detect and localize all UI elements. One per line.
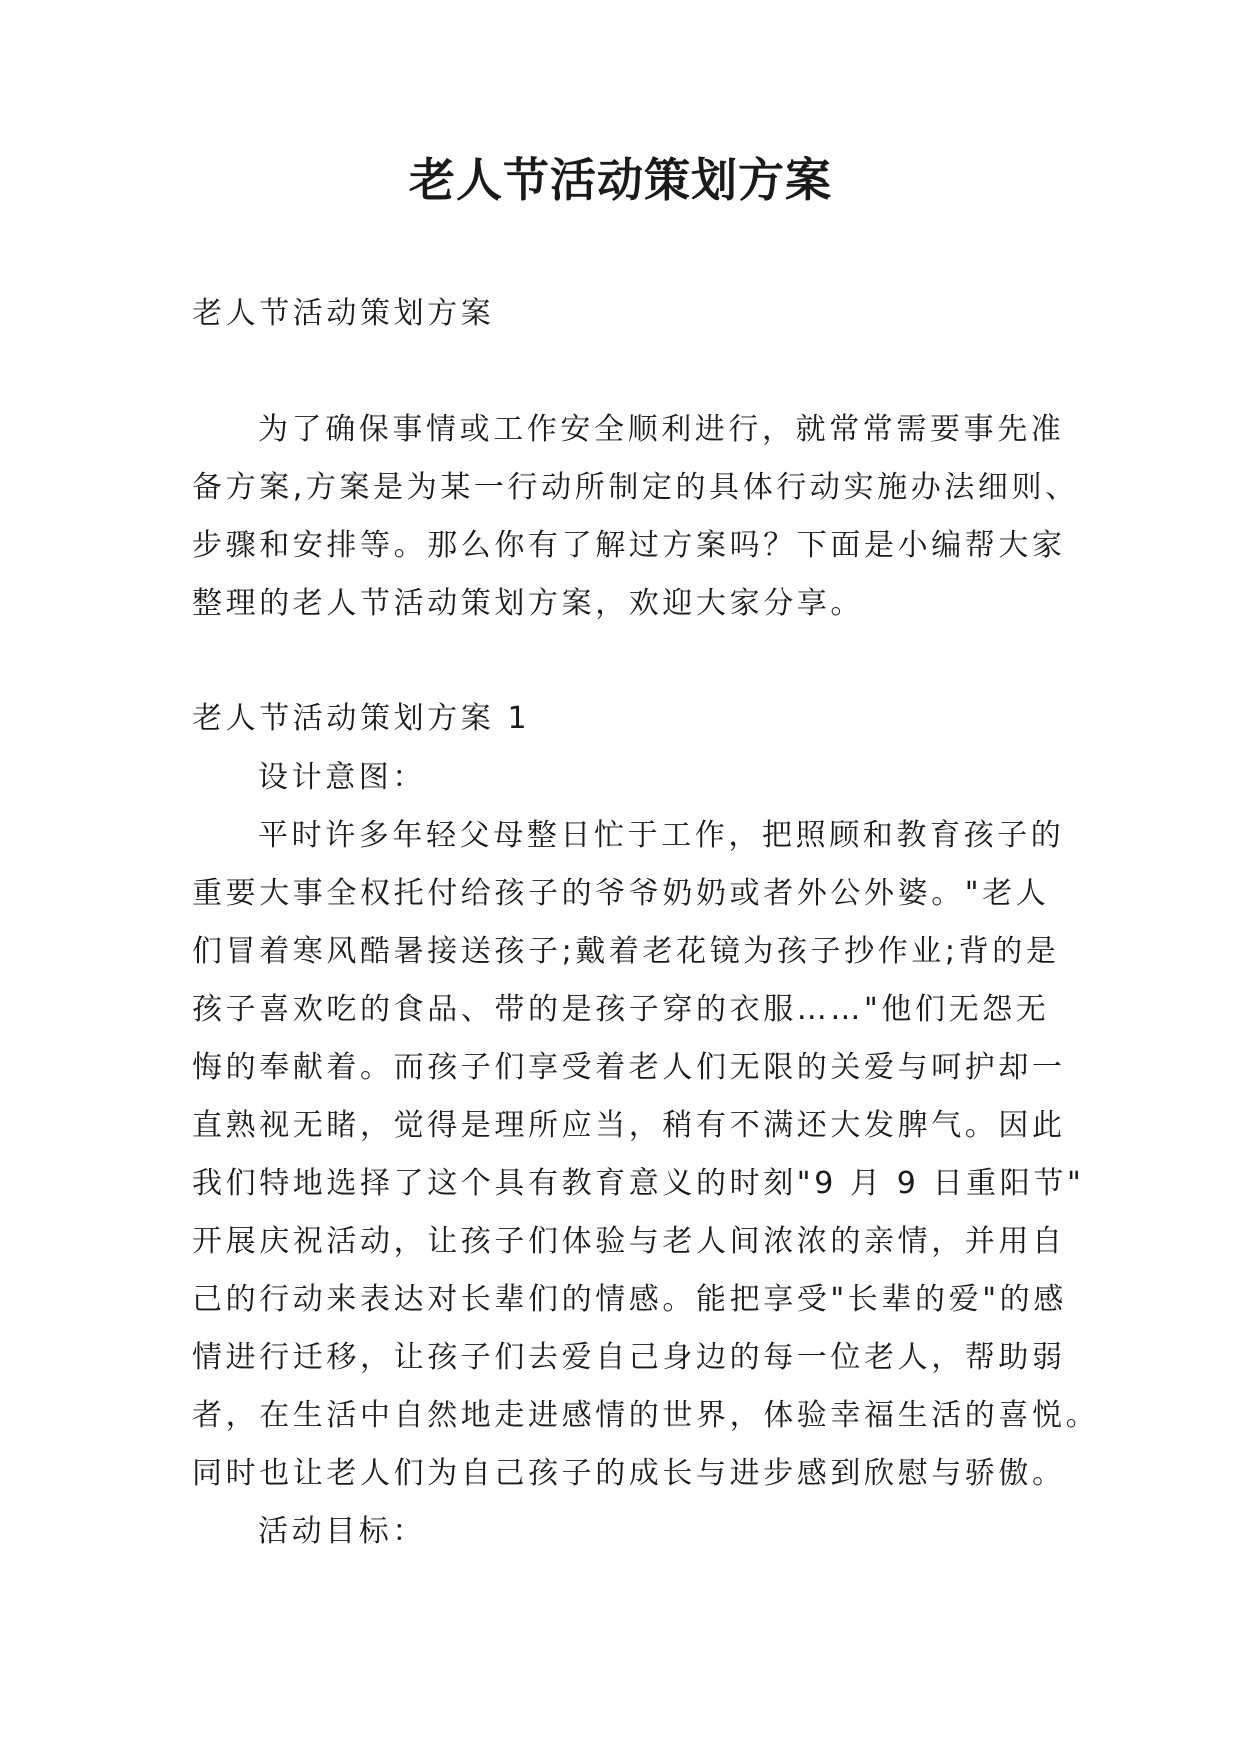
intro-line-3: 步骤和安排等。那么你有了解过方案吗？下面是小编帮大家 (192, 528, 1066, 563)
design-intent-line-4: 孩子喜欢吃的食品、带的是孩子穿的衣服……"他们无怨无 (192, 992, 1050, 1027)
design-intent-line-10: 情进行迁移，让孩子们去爱自己身边的每一位老人，帮助弱 (192, 1340, 1066, 1375)
design-intent-label: 设计意图： (258, 760, 426, 795)
intro-line-2: 备方案,方案是为某一行动所制定的具体行动实施办法细则、 (192, 470, 1079, 505)
intro-line-1: 为了确保事情或工作安全顺利进行，就常常需要事先准 (258, 412, 1065, 447)
design-intent-line-8: 开展庆祝活动，让孩子们体验与老人间浓浓的亲情，并用自 (192, 1224, 1066, 1259)
design-intent-line-1: 平时许多年轻父母整日忙于工作，把照顾和教育孩子的 (258, 818, 1065, 853)
section-heading: 老人节活动策划方案 1 (192, 701, 531, 736)
design-intent-line-12: 同时也让老人们为自己孩子的成长与进步感到欣慰与骄傲。 (192, 1456, 1066, 1491)
document-title: 老人节活动策划方案 (409, 153, 832, 207)
design-intent-line-2: 重要大事全权托付给孩子的爷爷奶奶或者外公外婆。"老人 (192, 876, 1050, 911)
activity-goal-label: 活动目标： (258, 1514, 426, 1549)
design-intent-line-3: 们冒着寒风酷暑接送孩子;戴着老花镜为孩子抄作业;背的是 (192, 934, 1060, 969)
design-intent-line-5: 悔的奉献着。而孩子们享受着老人们无限的关爱与呵护却一 (192, 1050, 1066, 1085)
design-intent-line-6: 直熟视无睹，觉得是理所应当，稍有不满还大发脾气。因此 (192, 1108, 1066, 1143)
design-intent-line-7: 我们特地选择了这个具有教育意义的时刻"9 月 9 日重阳节" (192, 1166, 1085, 1201)
intro-line-4: 整理的老人节活动策划方案，欢迎大家分享。 (192, 586, 864, 621)
design-intent-line-9: 己的行动来表达对长辈们的情感。能把享受"长辈的爱"的感 (192, 1282, 1067, 1317)
document-subtitle: 老人节活动策划方案 (192, 296, 495, 331)
design-intent-line-11: 者，在生活中自然地走进感情的世界，体验幸福生活的喜悦。 (192, 1398, 1100, 1433)
